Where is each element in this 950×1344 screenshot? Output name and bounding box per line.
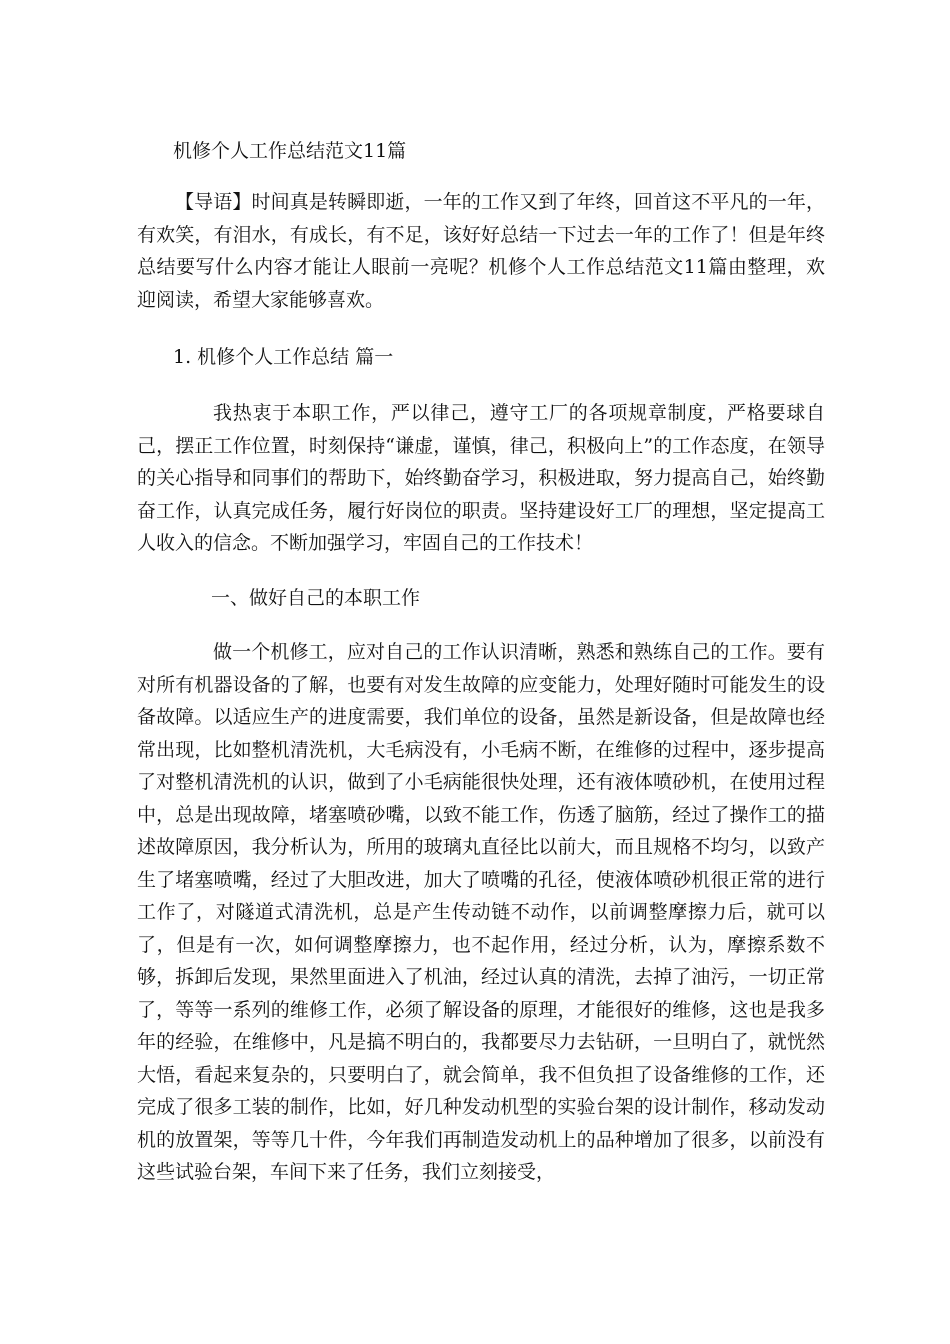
subsection-heading: 一、做好自己的本职工作	[211, 587, 421, 609]
intro-paragraph: 【导语】时间真是转瞬即逝，一年的工作又到了年终，回首这不平凡的一年，有欢笑，有泪水，有成长，有不足，该好好总结一下过去一年的工作了！但是年终总结要写什么内容才能让人眼前一亮呢？机修个人工作总结范文11篇由整理，欢迎阅读，希望大家能够喜欢。	[137, 191, 825, 311]
body-paragraph: 做一个机修工，应对自己的工作认识清晰，熟悉和熟练自己的工作。要有对所有机器设备的了解，也要有对发生故障的应变能力，处理好随时可能发生的设备故障。以适应生产的进度需要，我们单位的设备，虽然是新设备，但是故障也经常出现，比如整机清洗机，大毛病没有，小毛病不断，在维修的过程中，逐步提高了对整机清洗机的认识，做到了小毛病能很快处理，还有液体喷砂机，在使用过程中，总是出现故障，堵塞喷砂嘴，以致不能工作，伤透了脑筋，经过了操作工的描述故障原因，我分析认为，所用的玻璃丸直径比以前大，而且规格不均匀，以致产生了堵塞喷嘴，经过了大胆改进，加大了喷嘴的孔径，使液体喷砂机很正常的进行工作了，对隧道式清洗机，总是产生传动链不动作，以前调整摩擦力后，就可以了，但是有一次，如何调整摩擦力，也不起作用，经过分析，认为，摩擦系数不够，拆卸后发现，果然里面进入了机油，经过认真的清洗，去掉了油污，一切正常了，等等一系列的维修工作，必须了解设备的原理，才能很好的维修，这也是我多年的经验，在维修中，凡是搞不明白的，我都要尽力去钻研，一旦明白了，就恍然大悟，看起来复杂的，只要明白了，就会简单，我不但负担了设备维修的工作，还完成了很多工装的制作，比如，好几种发动机型的实验台架的设计制作，移动发动机的放置架，等等几十件，今年我们再制造发动机上的品种增加了很多，以前没有这些试验台架，车间下来了任务，我们立刻接受，	[137, 641, 825, 1183]
body-paragraph: 我热衷于本职工作，严以律己，遵守工厂的各项规章制度，严格要球自己，摆正工作位置，时刻保持“谦虚，谨慎，律己，积极向上”的工作态度，在领导的关心指导和同事们的帮助下，始终勤奋学习，积极进取，努力提高自己，始终勤奋工作，认真完成任务，履行好岗位的职责。坚持建设好工厂的理想，坚定提高工人收入的信念。不断加强学习，牢固自己的工作技术！	[137, 402, 825, 554]
section-heading: 1. 机修个人工作总结 篇一	[173, 346, 394, 368]
document-title: 机修个人工作总结范文11篇	[173, 140, 407, 162]
